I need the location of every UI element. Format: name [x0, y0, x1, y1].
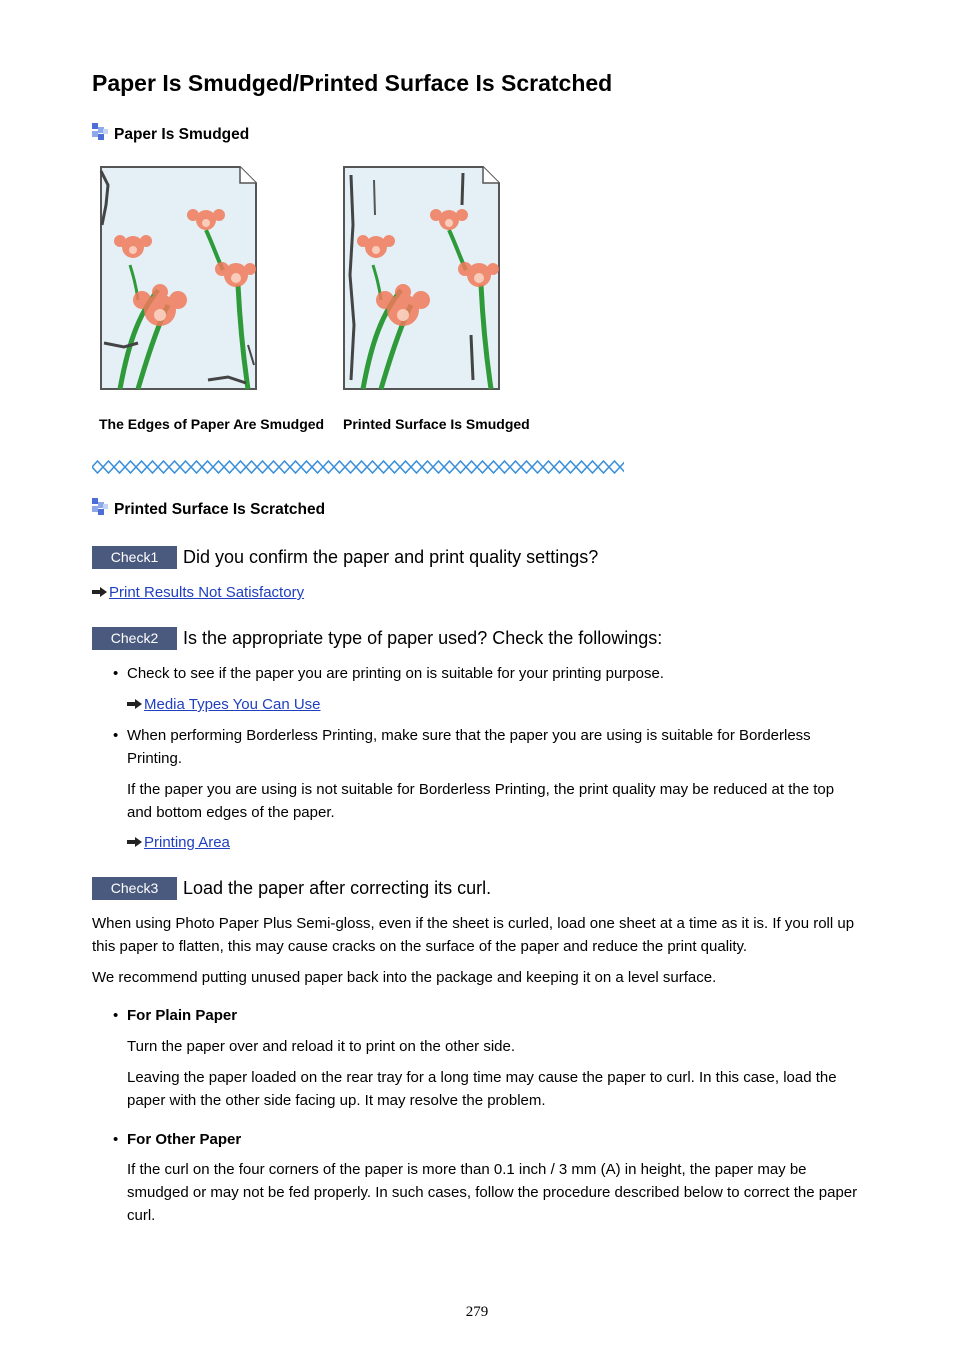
check-badge: Check2	[92, 627, 177, 650]
section-heading-smudged	[92, 123, 249, 144]
link-arrow-icon	[92, 587, 107, 597]
list-item-heading: • For Other Paper	[113, 1131, 242, 1148]
section-heading-text: Printed Surface Is Scratched	[114, 501, 326, 518]
paragraph: Leaving the paper loaded on the rear tray for a long time may cause the paper to curl. In this case, load the paper with the other side facing up. It may resolve the problem.	[127, 1069, 837, 1109]
plain-paper-heading: For Plain Paper	[127, 1007, 238, 1024]
figure-caption: Printed Surface Is Smudged	[343, 416, 530, 432]
check-question: Did you confirm the paper and print quality settings?	[183, 547, 599, 567]
section-icon	[92, 123, 108, 141]
list-item-text: Check to see if the paper you are printing on is suitable for your printing purpose.	[127, 665, 664, 682]
check3-heading	[92, 877, 656, 901]
paragraph: If the curl on the four corners of the paper is more than 0.1 inch / 3 mm (A) in height, the paper may be smudged or may not be fed properly. In such cases, follow the procedure described below to correct the paper curl.	[127, 1161, 858, 1224]
figure-caption: The Edges of Paper Are Smudged	[99, 416, 325, 432]
check2-heading	[92, 627, 663, 651]
other-paper-heading: For Other Paper	[127, 1131, 242, 1148]
page-number: 279	[465, 1304, 489, 1320]
link-arrow-icon	[127, 837, 142, 847]
section-icon	[92, 498, 108, 516]
check-question: Is the appropriate type of paper used? Check the followings:	[183, 628, 663, 648]
smudged-surface-illustration	[341, 165, 501, 391]
printing-area-link[interactable]: Printing Area	[144, 834, 230, 851]
list-item-text: When performing Borderless Printing, make sure that the paper you are using is suitable for Borderless Printing.	[127, 727, 811, 767]
check-question: Load the paper after correcting its curl.	[183, 878, 492, 898]
media-types-link[interactable]: Media Types You Can Use	[144, 696, 321, 713]
list-item: • When performing Borderless Printing, make sure that the paper you are using is suitable for Borderless Printing.	[113, 727, 811, 767]
link-arrow-icon	[127, 699, 142, 709]
link-row	[127, 696, 321, 713]
check-badge: Check1	[92, 546, 177, 569]
list-item-heading: • For Plain Paper	[113, 1007, 238, 1024]
page-title: Paper Is Smudged/Printed Surface Is Scratched	[92, 70, 613, 96]
paragraph: When using Photo Paper Plus Semi-gloss, even if the sheet is curled, load one sheet at a time as it is. If you roll up this paper to flatten, this may cause cracks on the surface of the paper and reduce the print quality.	[92, 915, 855, 955]
link-row	[92, 584, 304, 601]
divider-pattern	[92, 459, 624, 475]
section-heading-text: Paper Is Smudged	[114, 126, 250, 143]
check-badge: Check3	[92, 877, 177, 900]
list-item-note: If the paper you are using is not suitable for Borderless Printing, the print quality may be reduced at the top and bottom edges of the paper.	[127, 781, 835, 821]
paragraph: We recommend putting unused paper back into the package and keeping it on a level surface.	[92, 969, 717, 986]
link-row	[127, 834, 230, 851]
check1-heading	[92, 546, 656, 570]
smudged-edges-illustration	[98, 165, 258, 391]
print-results-link[interactable]: Print Results Not Satisfactory	[109, 584, 305, 601]
list-item: • Check to see if the paper you are printing on is suitable for your printing purpose.	[113, 665, 664, 682]
paragraph: Turn the paper over and reload it to print on the other side.	[127, 1038, 516, 1055]
section-heading-scratched	[92, 498, 325, 519]
